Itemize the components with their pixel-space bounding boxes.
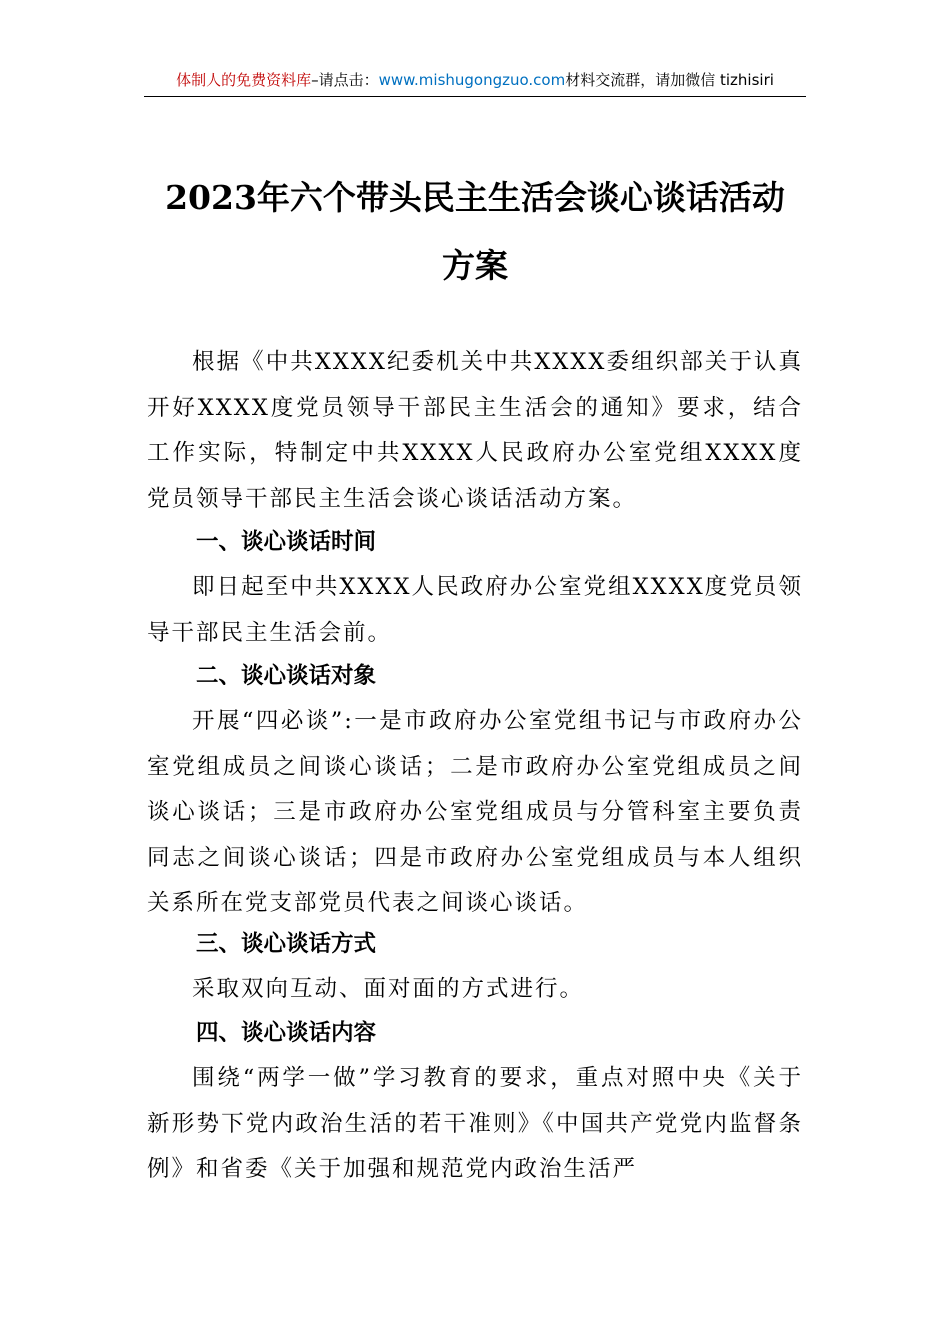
- section-heading-targets: 二、谈心谈话对象: [196, 663, 377, 689]
- intro-paragraph: 根据《中共XXXX纪委机关中共XXXX委组织部关于认真开好XXXX度党员领导干部民主生活会的通知》要求，结合工作实际，特制定中共XXXX人民政府办公室党组XXXX度党员领导干部民主生活会谈心谈话活动方案。: [147, 349, 803, 512]
- section-body-content: 围绕“两学一做”学习教育的要求，重点对照中央《关于新形势下党内政治生活的若干准则》《中国共产党党内监督条例》和省委《关于加强和规范党内政治生活严: [147, 1065, 803, 1183]
- section-body-method: 采取双向互动、面对面的方式进行。: [192, 976, 585, 1002]
- section-heading-content: 四、谈心谈话内容: [196, 1020, 377, 1046]
- header-brand: 体制人的免费资料库: [176, 71, 312, 89]
- document-title-line2: 方案: [442, 246, 508, 285]
- document-title-line1: 2023年六个带头民主生活会谈心谈话活动: [165, 178, 785, 217]
- section-heading-time: 一、谈心谈话时间: [196, 529, 377, 555]
- header-url-link[interactable]: www.mishugongzuo.com: [378, 71, 566, 89]
- section-body-time: 即日起至中共XXXX人民政府办公室党组XXXX度党员领导干部民主生活会前。: [147, 574, 803, 646]
- page-header: [144, 66, 806, 97]
- section-body-targets: 开展“四必谈”:一是市政府办公室党组书记与市政府办公室党组成员之间谈心谈话；二是市政府办公室党组成员之间谈心谈话；三是市政府办公室党组成员与分管科室主要负责同志之间谈心谈话；四是市政府办公室党组成员与本人组织关系所在党支部党员代表之间谈心谈话。: [147, 708, 803, 917]
- header-suffix: 材料交流群，请加微信 tizhisiri: [565, 71, 774, 89]
- header-prompt: –请点击：: [311, 71, 379, 89]
- section-heading-method: 三、谈心谈话方式: [196, 931, 377, 957]
